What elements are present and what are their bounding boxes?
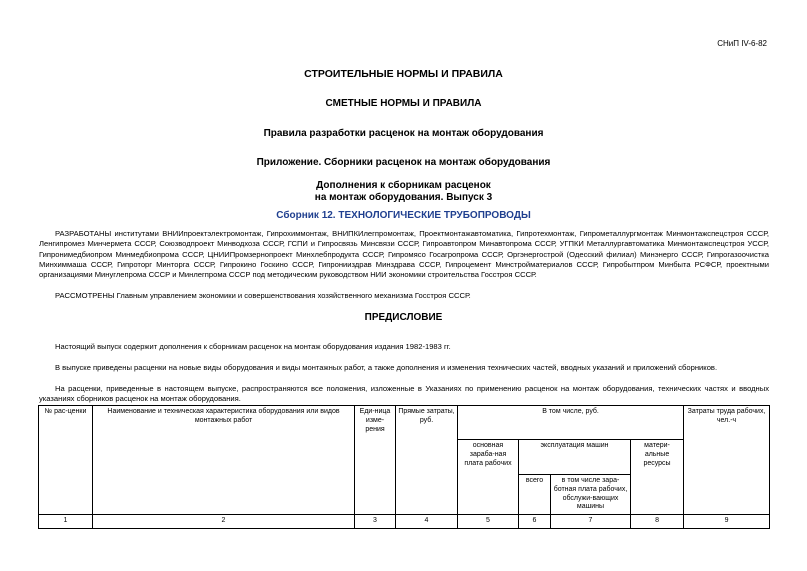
column-number: 8: [631, 515, 684, 529]
preface-paragraph-2: В выпуске приведены расценки на новые виды оборудования и виды монтажных работ, а также дополнения и изменения технических частей, вводных указаний и приложений сборников.: [55, 363, 718, 372]
header-including: В том числе, руб.: [458, 406, 684, 440]
rates-table: [38, 405, 770, 529]
document-code: СНиП IV-6-82: [717, 39, 767, 48]
column-number: 3: [355, 515, 396, 529]
header-name: Наименование и техническая характеристика оборудования или видов монтажных работ: [93, 406, 355, 515]
collection-title: Сборник 12. ТЕХНОЛОГИЧЕСКИЕ ТРУБОПРОВОДЫ: [276, 210, 531, 221]
column-number: 4: [396, 515, 458, 529]
additions-title-line1: Дополнения к сборникам расценок: [316, 180, 491, 191]
header-unit: Еди-ница изме-рения: [355, 406, 396, 515]
preface-paragraph-1: Настоящий выпуск содержит дополнения к сборникам расценок на монтаж оборудования издания 1982-1983 гг.: [55, 342, 451, 351]
header-total: всего: [519, 475, 551, 515]
preface-paragraph-3: На расценки, приведенные в настоящем выпуске, распространяются все положения, изложенные в Указаниях по применению расценок на монтаж оборудования, технических частях и вводных указаниях сборников расценок на монтаж оборудования.: [39, 384, 769, 404]
rules-title: Правила разработки расценок на монтаж оборудования: [263, 128, 544, 139]
header-rate-number: № рас-ценки: [39, 406, 93, 515]
developed-paragraph: РАЗРАБОТАНЫ институтами ВНИИпроектэлектромонтаж, Гипрохиммонтаж, ВНИПКИлегпромонтаж, Проектмонтажавтоматика, Гипротехмонтаж, Гипрометаллургмонтаж Минмонтажспецстроя СССР, Ленгипромез Минчермета СССР, Союзводпроект Минводхоза СССР, ГСПИ и Гипросвязь Минсвязи СССР, Гипроавтопром Минавтопрома СССР, УГПКИ Металлургавтоматика Минмонтажспецстроя УССР, Гипронимедбиопром Минмедбиопрома СССР, ЦНИИПромзернопроект Минхлебпродукта СССР, Гипромясо Госагропрома СССР, Оргэнергострой (Одесский филиал) Минэнерго СССР, Гипрогазоочистка Минхиммаша СССР, Гипроторг Минторга СССР, Гипрокино Госкино СССР, Гипронииздрав Минздрава СССР, Гипроцемент Минстройматериалов СССР, Гипробытпром Минбыта РСФСР, проектными организациями Минуглепрома СССР и Минлегпрома СССР под методическим руководством НИИ экономики строительства Госстроя СССР.: [39, 229, 769, 280]
section-title: СМЕТНЫЕ НОРМЫ И ПРАВИЛА: [325, 98, 482, 109]
additions-title-line2: на монтаж оборудования. Выпуск 3: [314, 192, 493, 203]
column-number: 7: [551, 515, 631, 529]
header-machine-operation: эксплуатация машин: [519, 440, 631, 475]
main-title: СТРОИТЕЛЬНЫЕ НОРМЫ И ПРАВИЛА: [304, 68, 503, 80]
column-number: 9: [684, 515, 770, 529]
header-labor-costs: Затраты труда рабочих, чел.-ч: [684, 406, 770, 515]
header-basic-wage: основная зараба-ная плата рабочих: [458, 440, 519, 515]
header-machine-wage: в том числе зара-ботная плата рабочих, обслужи-вающих машины: [551, 475, 631, 515]
preface-title: ПРЕДИСЛОВИЕ: [364, 312, 443, 323]
column-number: 2: [93, 515, 355, 529]
additions-title: [0, 180, 807, 204]
header-materials: матери-альные ресурсы: [631, 440, 684, 515]
appendix-title: Приложение. Сборники расценок на монтаж оборудования: [256, 157, 551, 168]
column-number: 6: [519, 515, 551, 529]
header-direct-costs: Прямые затраты, руб.: [396, 406, 458, 515]
column-number: 1: [39, 515, 93, 529]
column-number: 5: [458, 515, 519, 529]
reviewed-paragraph: РАССМОТРЕНЫ Главным управлением экономики и совершенствования хозяйственного механизма Госстроя СССР.: [55, 291, 471, 300]
